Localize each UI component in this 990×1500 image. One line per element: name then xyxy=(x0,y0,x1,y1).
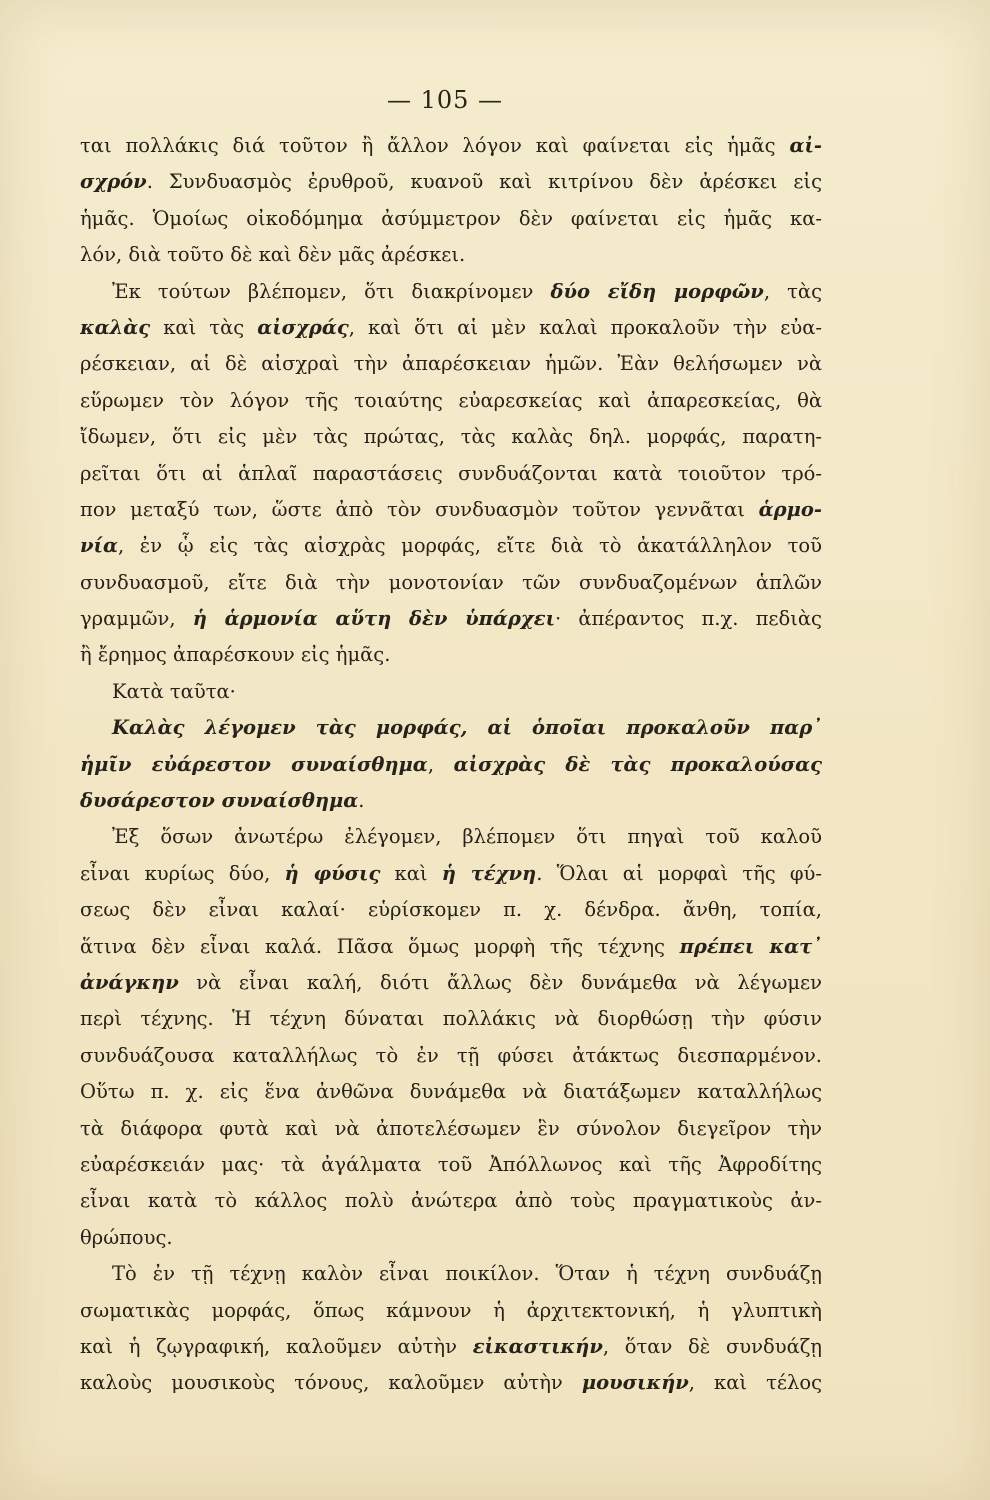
text-line xyxy=(80,383,822,419)
text-segment: Ἐξ ὅσων ἀνωτέρω ἐλέγομεν, βλέπομεν ὅτι πηγαὶ τοῦ καλοῦ xyxy=(112,825,822,849)
text-segment: λόν, διὰ τοῦτο δὲ καὶ δὲν μᾶς ἀρέσκει. xyxy=(80,243,466,267)
text-segment: σωματικὰς μορφάς, ὅπως κάμνουν ἡ ἀρχιτεκτονική, ἡ γλυπτικὴ xyxy=(80,1298,822,1322)
emphasis-text: ἡ τέχνη xyxy=(441,861,537,885)
emphasis-text: μουσικήν xyxy=(581,1371,689,1395)
text-line xyxy=(80,274,822,310)
text-segment: σεως δὲν εἶναι καλαί· εὑρίσκομεν π. χ. δένδρα. ἄνθη, τοπία, xyxy=(80,898,822,922)
emphasis-text: ἁρμο- xyxy=(758,497,822,521)
emphasis-text: εἰκαστικήν xyxy=(472,1334,603,1358)
text-segment: ἴδωμεν, ὅτι εἰς μὲν τὰς πρώτας, τὰς καλὰς δηλ. μορφάς, παρατη- xyxy=(80,425,822,449)
text-line xyxy=(80,456,822,492)
text-line xyxy=(80,1293,822,1329)
text-segment: εἶναι κυρίως δύο, xyxy=(80,861,285,885)
text-line xyxy=(80,492,822,528)
text-segment: καὶ ἡ ζῳγραφική, καλοῦμεν αὐτὴν xyxy=(80,1334,473,1358)
text-line xyxy=(80,674,822,710)
text-segment: , καὶ τέλος xyxy=(688,1371,822,1395)
text-segment: ρεῖται ὅτι αἱ ἁπλαῖ παραστάσεις συνδυάζονται κατὰ τοιοῦτον τρό- xyxy=(80,461,822,485)
emphasis-text: ἡ ἁρμονία αὕτη δὲν ὑπάρχει xyxy=(192,607,556,631)
text-line xyxy=(80,1038,822,1074)
text-segment: ἅτινα δὲν εἶναι καλά. Πᾶσα ὅμως μορφὴ τῆς τέχνης xyxy=(80,934,680,958)
text-segment: Ἐκ τούτων βλέπομεν, ὅτι διακρίνομεν xyxy=(112,279,551,303)
text-segment: τὰ διάφορα φυτὰ καὶ νὰ ἀποτελέσωμεν ἓν σύνολον διεγεῖρον τὴν xyxy=(80,1116,822,1140)
emphasis-text: αἰσχρὰς δὲ τὰς προκαλούσας xyxy=(453,752,822,776)
text-segment: , καὶ ὅτι αἱ μὲν καλαὶ προκαλοῦν τὴν εὐα- xyxy=(348,315,822,339)
text-line xyxy=(80,1365,822,1401)
text-segment: Οὕτω π. χ. εἰς ἕνα ἀνθῶνα δυνάμεθα νὰ διατάξωμεν καταλλήλως xyxy=(80,1080,822,1104)
text-line xyxy=(80,892,822,928)
text-segment: εὕρωμεν τὸν λόγον τῆς τοιαύτης εὐαρεσκείας καὶ ἀπαρεσκείας, θὰ xyxy=(80,388,822,412)
text-segment: εὐαρέσκειάν μας· τὰ ἀγάλματα τοῦ Ἀπόλλωνος καὶ τῆς Ἀφροδίτης xyxy=(80,1152,822,1176)
text-line xyxy=(80,1183,822,1219)
text-line xyxy=(80,601,822,637)
text-segment: συνδυασμοῦ, εἴτε διὰ τὴν μονοτονίαν τῶν συνδυαζομένων ἁπλῶν xyxy=(80,570,822,594)
text-line xyxy=(80,819,822,855)
text-line xyxy=(80,164,822,200)
text-line xyxy=(80,856,822,892)
text-segment: Κατὰ ταῦτα· xyxy=(112,679,236,703)
text-segment: ρέσκειαν, αἱ δὲ αἰσχραὶ τὴν ἀπαρέσκειαν ἡμῶν. Ἐὰν θελήσωμεν νὰ xyxy=(80,352,822,376)
text-line xyxy=(80,1111,822,1147)
text-segment: καὶ xyxy=(380,861,442,885)
body-text xyxy=(80,128,822,1402)
text-line xyxy=(80,783,822,819)
text-segment: πον μεταξύ των, ὥστε ἀπὸ τὸν συνδυασμὸν τοῦτον γεννᾶται xyxy=(80,497,759,521)
text-line xyxy=(80,419,822,455)
text-segment: καὶ τὰς xyxy=(150,315,258,339)
text-line xyxy=(80,965,822,1001)
text-segment: ἡμᾶς. Ὁμοίως οἰκοδόμημα ἀσύμμετρον δὲν φαίνεται εἰς ἡμᾶς κα- xyxy=(80,206,822,230)
text-line xyxy=(80,128,822,164)
text-segment: θρώπους. xyxy=(80,1225,173,1249)
text-segment: , τὰς xyxy=(763,279,822,303)
text-line xyxy=(80,637,822,673)
text-segment: , ἐν ᾧ εἰς τὰς αἰσχρὰς μορφάς, εἴτε διὰ τὸ ἀκατάλληλον τοῦ xyxy=(117,534,822,558)
text-segment: νὰ εἶναι καλή, διότι ἄλλως δὲν δυνάμεθα νὰ λέγωμεν xyxy=(178,970,822,994)
text-line xyxy=(80,565,822,601)
emphasis-text: δυσάρεστον συναίσθημα xyxy=(80,789,359,813)
text-line xyxy=(80,1220,822,1256)
text-line xyxy=(80,1329,822,1365)
text-line xyxy=(80,237,822,273)
emphasis-text: ἡμῖν εὐάρεστον συναίσθημα xyxy=(80,752,428,776)
text-segment: · ἀπέραντος π.χ. πεδιὰς xyxy=(555,607,822,631)
emphasis-text: αἰ- xyxy=(789,134,822,157)
emphasis-text: δύο εἴδη μορφῶν xyxy=(550,279,764,303)
text-line xyxy=(80,710,822,746)
text-segment: γραμμῶν, xyxy=(80,607,193,631)
text-line xyxy=(80,310,822,346)
emphasis-text: ἡ φύσις xyxy=(284,861,381,885)
emphasis-text: σχρόν xyxy=(80,170,147,194)
text-segment: . Ὅλαι αἱ μορφαὶ τῆς φύ- xyxy=(536,861,822,885)
text-segment: . Συνδυασμὸς ἐρυθροῦ, κυανοῦ καὶ κιτρίνου δὲν ἀρέσκει εἰς xyxy=(146,170,822,194)
text-segment: εἶναι κατὰ τὸ κάλλος πολὺ ἀνώτερα ἀπὸ τοὺς πραγματικοὺς ἀν- xyxy=(80,1189,822,1213)
text-segment: ται πολλάκις διά τοῦτον ἢ ἄλλον λόγον καὶ φαίνεται εἰς ἡμᾶς xyxy=(80,134,790,157)
page-number: — 105 — xyxy=(386,86,504,114)
text-line xyxy=(80,929,822,965)
emphasis-text: αἰσχράς xyxy=(257,315,349,339)
text-line xyxy=(80,528,822,564)
text-segment: καλοὺς μουσικοὺς τόνους, καλοῦμεν αὐτὴν xyxy=(80,1371,582,1395)
text-segment: , xyxy=(427,752,454,776)
text-line xyxy=(80,346,822,382)
emphasis-text: Καλὰς λέγομεν τὰς μορφάς, αἱ ὁποῖαι προκαλοῦν παρ᾽ xyxy=(112,716,822,740)
text-segment: ἢ ἔρημος ἀπαρέσκουν εἰς ἡμᾶς. xyxy=(80,643,391,667)
text-line xyxy=(80,1147,822,1183)
text-segment: . xyxy=(358,789,365,813)
text-segment: Τὸ ἐν τῇ τέχνῃ καλὸν εἶναι ποικίλον. Ὅταν ἡ τέχνη συνδυάζῃ xyxy=(112,1262,822,1286)
emphasis-text: πρέπει κατ᾽ xyxy=(679,934,822,958)
text-segment: , ὅταν δὲ συνδυάζῃ xyxy=(602,1334,822,1358)
emphasis-text: καλὰς xyxy=(80,315,151,339)
text-line xyxy=(80,747,822,783)
text-segment: περὶ τέχνης. Ἡ τέχνη δύναται πολλάκις νὰ διορθώσῃ τὴν φύσιν xyxy=(80,1007,822,1031)
text-segment: συνδυάζουσα καταλλήλως τὸ ἐν τῇ φύσει ἀτάκτως διεσπαρμένον. xyxy=(80,1043,822,1067)
text-line xyxy=(80,1001,822,1037)
text-line xyxy=(80,201,822,237)
text-line xyxy=(80,1256,822,1292)
emphasis-text: νία xyxy=(80,534,118,558)
emphasis-text: ἀνάγκην xyxy=(80,970,179,994)
text-line xyxy=(80,1074,822,1110)
